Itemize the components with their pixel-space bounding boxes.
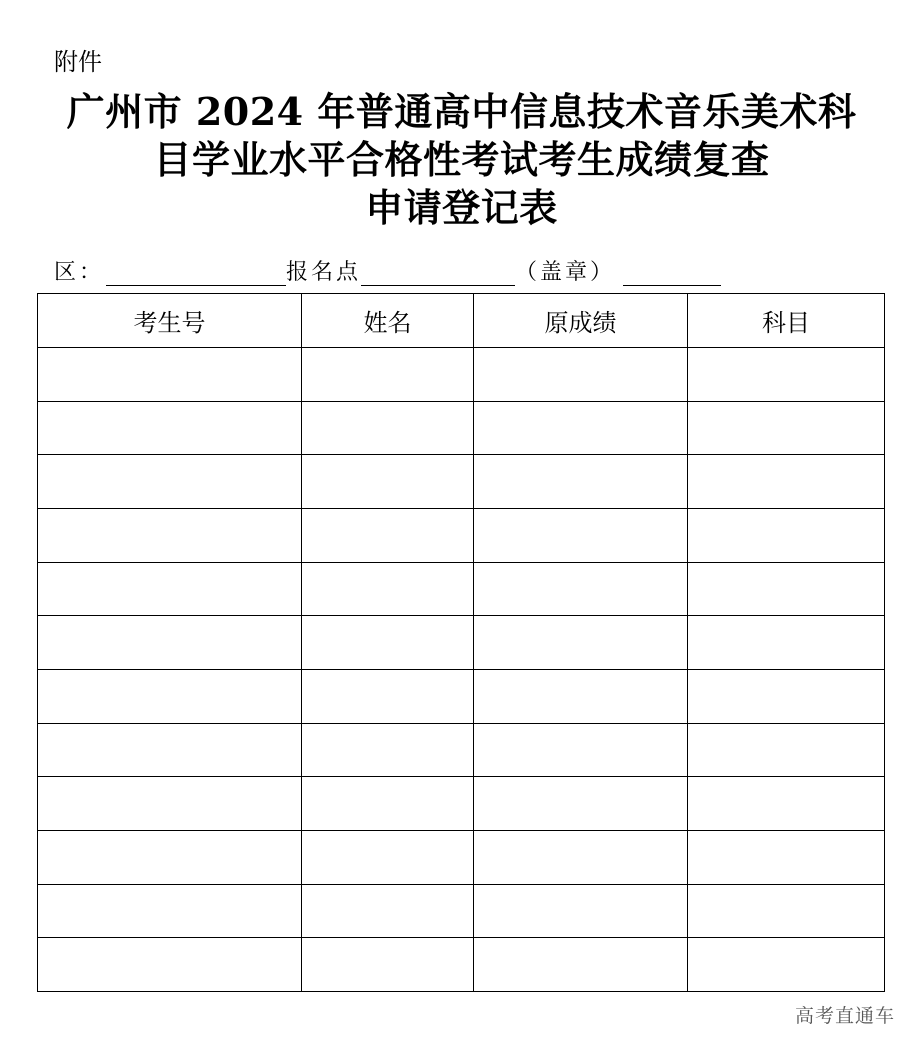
title-line-1: 广州市 2024 年普通高中信息技术音乐美术科	[66, 89, 857, 134]
cell-name[interactable]	[302, 830, 474, 884]
table-row	[38, 884, 885, 938]
cell-name[interactable]	[302, 884, 474, 938]
header-name: 姓名	[302, 294, 474, 348]
cell-original-score[interactable]	[474, 616, 688, 670]
cell-original-score[interactable]	[474, 562, 688, 616]
cell-original-score[interactable]	[474, 669, 688, 723]
site-blank-field[interactable]	[361, 259, 515, 286]
cell-name[interactable]	[302, 562, 474, 616]
cell-name[interactable]	[302, 616, 474, 670]
cell-candidate-number[interactable]	[38, 723, 302, 777]
review-application-table	[37, 293, 885, 992]
title-line-2: 目学业水平合格性考试考生成绩复查	[153, 137, 770, 182]
table-body	[38, 348, 885, 992]
cell-subject[interactable]	[688, 669, 885, 723]
cell-candidate-number[interactable]	[38, 938, 302, 992]
header-subject: 科目	[688, 294, 885, 348]
site-label: 报名点	[286, 260, 362, 285]
table-row	[38, 455, 885, 509]
cell-candidate-number[interactable]	[38, 401, 302, 455]
cell-name[interactable]	[302, 777, 474, 831]
registration-info-line	[54, 256, 721, 288]
table-row	[38, 830, 885, 884]
header-candidate-number: 考生号	[38, 294, 302, 348]
cell-subject[interactable]	[688, 401, 885, 455]
table-row	[38, 562, 885, 616]
table-row	[38, 616, 885, 670]
table-row	[38, 669, 885, 723]
cell-name[interactable]	[302, 455, 474, 509]
table-row	[38, 777, 885, 831]
cell-name[interactable]	[302, 348, 474, 402]
district-label: 区：	[54, 260, 105, 285]
cell-candidate-number[interactable]	[38, 884, 302, 938]
cell-candidate-number[interactable]	[38, 348, 302, 402]
cell-original-score[interactable]	[474, 884, 688, 938]
cell-subject[interactable]	[688, 508, 885, 562]
cell-subject[interactable]	[688, 455, 885, 509]
cell-candidate-number[interactable]	[38, 455, 302, 509]
seal-label: （盖章）	[515, 260, 616, 285]
table-header-row	[38, 294, 885, 348]
cell-name[interactable]	[302, 669, 474, 723]
table-row	[38, 723, 885, 777]
cell-candidate-number[interactable]	[38, 669, 302, 723]
table-row	[38, 938, 885, 992]
cell-subject[interactable]	[688, 348, 885, 402]
cell-original-score[interactable]	[474, 938, 688, 992]
title-line-3: 申请登记表	[365, 185, 558, 230]
cell-original-score[interactable]	[474, 401, 688, 455]
cell-candidate-number[interactable]	[38, 616, 302, 670]
cell-candidate-number[interactable]	[38, 777, 302, 831]
cell-subject[interactable]	[688, 884, 885, 938]
cell-subject[interactable]	[688, 723, 885, 777]
cell-subject[interactable]	[688, 562, 885, 616]
cell-original-score[interactable]	[474, 348, 688, 402]
cell-name[interactable]	[302, 401, 474, 455]
attachment-label: 附件	[54, 48, 102, 76]
document-title	[0, 88, 923, 232]
cell-subject[interactable]	[688, 830, 885, 884]
cell-name[interactable]	[302, 508, 474, 562]
cell-subject[interactable]	[688, 616, 885, 670]
cell-original-score[interactable]	[474, 830, 688, 884]
cell-subject[interactable]	[688, 777, 885, 831]
district-blank-field[interactable]	[106, 259, 286, 286]
cell-original-score[interactable]	[474, 508, 688, 562]
cell-original-score[interactable]	[474, 455, 688, 509]
header-original-score: 原成绩	[474, 294, 688, 348]
cell-name[interactable]	[302, 723, 474, 777]
cell-candidate-number[interactable]	[38, 508, 302, 562]
cell-candidate-number[interactable]	[38, 562, 302, 616]
cell-subject[interactable]	[688, 938, 885, 992]
cell-candidate-number[interactable]	[38, 830, 302, 884]
cell-original-score[interactable]	[474, 723, 688, 777]
watermark-text: 高考直通车	[794, 1005, 895, 1027]
table-row	[38, 401, 885, 455]
table-row	[38, 348, 885, 402]
cell-name[interactable]	[302, 938, 474, 992]
cell-original-score[interactable]	[474, 777, 688, 831]
seal-blank-field[interactable]	[623, 259, 721, 286]
table-row	[38, 508, 885, 562]
